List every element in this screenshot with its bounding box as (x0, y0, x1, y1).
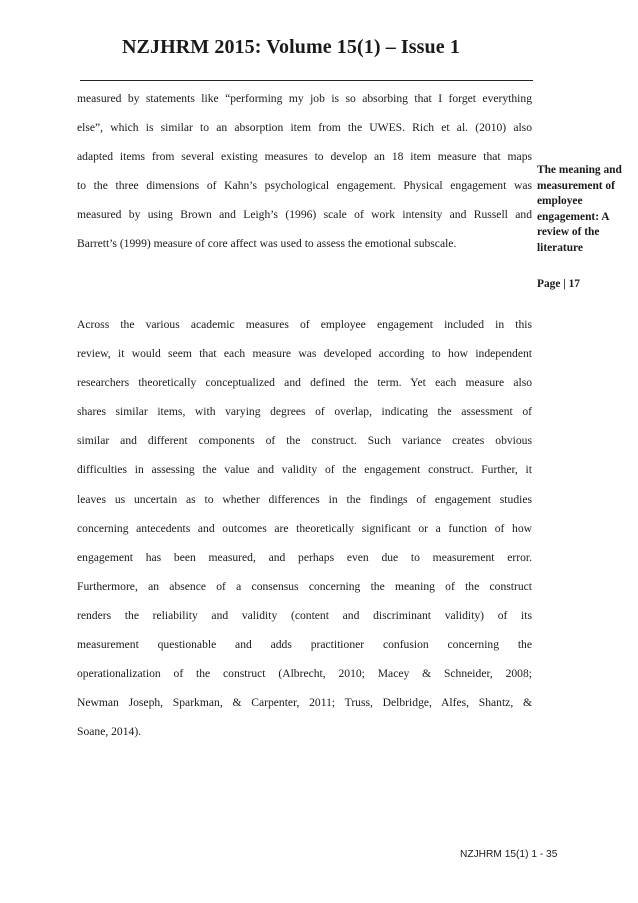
paragraph-line: Soane, 2014). (77, 725, 142, 739)
paragraph-line: measured by statements like “performing my job is so absorbing that I forget everything (77, 92, 532, 105)
paragraph-line: adapted items from several existing measures to develop an 18 item measure that maps (77, 150, 532, 164)
body-paragraph-1 (77, 84, 532, 259)
sidebar-title-line: literature (537, 241, 583, 254)
paragraph-line: to the three dimensions of Kahn’s psychological engagement. Physical engagement was (77, 179, 532, 193)
paragraph-line: concerning antecedents and outcomes are theoretically significant or a function of how (77, 521, 532, 535)
sidebar-title-line: employee (537, 195, 583, 208)
paragraph-line: measurement questionable and adds practitioner confusion concerning the (77, 638, 532, 652)
paragraph-line: measured by using Brown and Leigh’s (1996) scale of work intensity and Russell and (77, 208, 532, 222)
paragraph-line: engagement has been measured, and perhaps even due to measurement error. (77, 550, 532, 564)
sidebar-title-line: engagement: A (537, 210, 610, 223)
paragraph-line: Newman Joseph, Sparkman, & Carpenter, 2011; Truss, Delbridge, Alfes, Shantz, & (77, 696, 532, 710)
sidebar-page-number: Page | 17 (537, 278, 580, 290)
paragraph-line: Across the various academic measures of employee engagement included in this (77, 318, 532, 331)
paragraph-line: review, it would seem that each measure was developed according to how independent (77, 347, 532, 361)
paragraph-line: Furthermore, an absence of a consensus concerning the meaning of the construct (77, 579, 532, 593)
paragraph-line: Barrett’s (1999) measure of core affect was used to assess the emotional subscale. (77, 237, 457, 251)
page-footer: NZJHRM 15(1) 1 - 35 (460, 849, 558, 860)
paragraph-line: operationalization of the construct (Albrecht, 2010; Macey & Schneider, 2008; (77, 667, 532, 681)
sidebar-title-line: The meaning and (537, 164, 622, 176)
sidebar-article-title (537, 163, 637, 257)
sidebar-title-line: review of the (537, 226, 600, 239)
paragraph-line: difficulties in assessing the value and validity of the engagement construct. Further, it (77, 463, 532, 477)
paragraph-line: renders the reliability and validity (content and discriminant validity) of its (77, 608, 532, 622)
paragraph-line: shares similar items, with varying degrees of overlap, indicating the assessment of (77, 405, 532, 419)
paragraph-line: else”, which is similar to an absorption item from the UWES. Rich et al. (2010) also (77, 121, 532, 135)
paragraph-line: similar and different components of the construct. Such variance creates obvious (77, 434, 532, 448)
header-divider (80, 80, 533, 81)
sidebar-title-line: measurement of (537, 179, 615, 192)
paragraph-line: leaves us uncertain as to whether differences in the findings of engagement studies (77, 492, 532, 506)
paragraph-line: researchers theoretically conceptualized and defined the term. Yet each measure also (77, 376, 532, 390)
journal-header-title: NZJHRM 2015: Volume 15(1) – Issue 1 (122, 36, 460, 58)
body-paragraph-2 (77, 310, 532, 746)
